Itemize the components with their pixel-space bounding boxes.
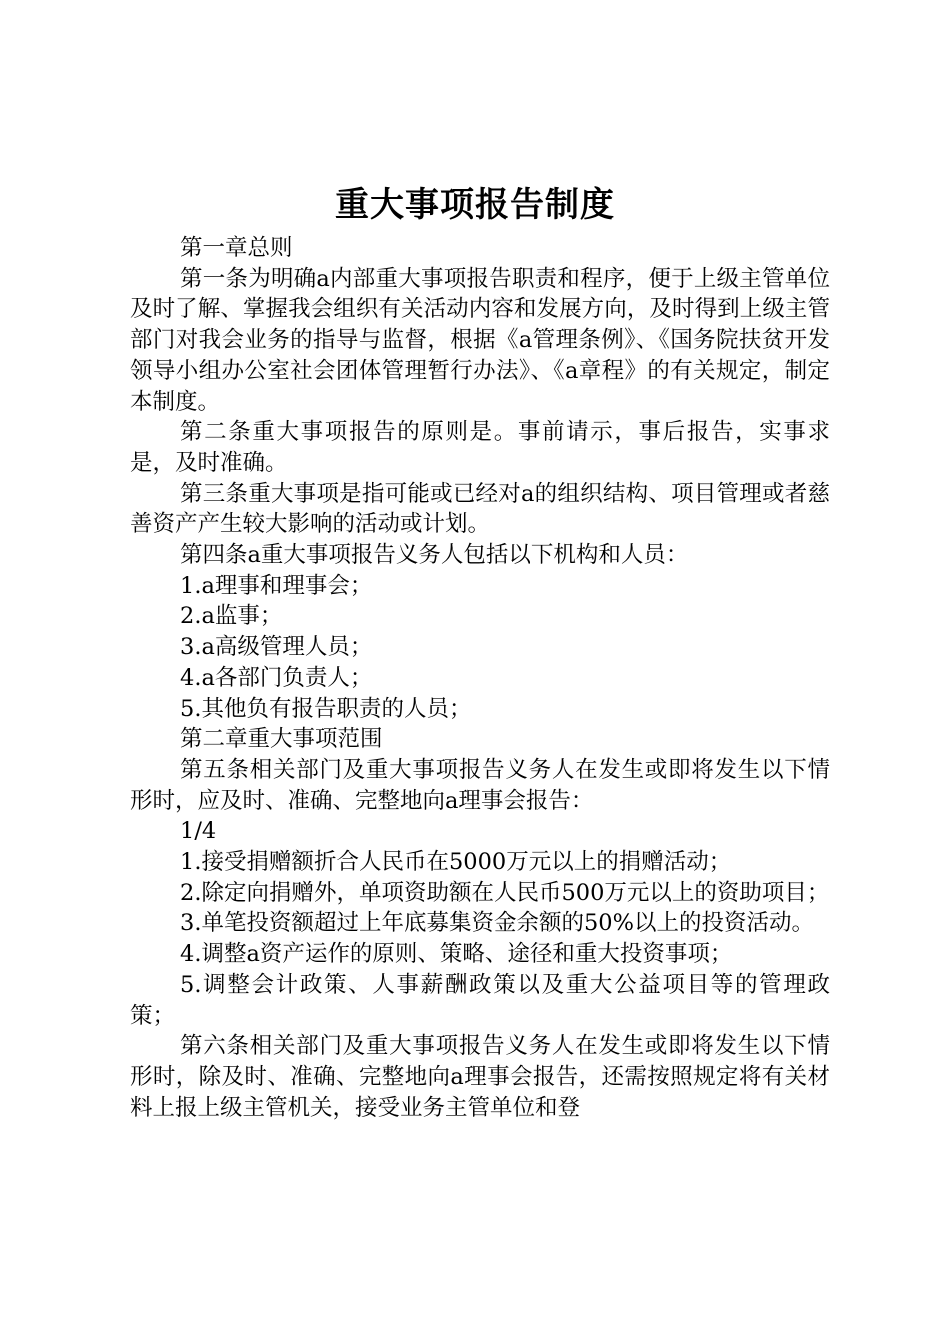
chapter-heading: 第一章总则 <box>180 235 293 261</box>
list-item: 2.a监事； <box>180 603 283 630</box>
article-paragraph: 第四条a重大事项报告义务人包括以下机构和人员： <box>180 542 689 569</box>
list-item: 4.调整a资产运作的原则、策略、途径和重大投资事项； <box>180 941 733 968</box>
article-paragraph: 第五条相关部门及重大事项报告义务人在发生或即将发生以下情形时，应及时、准确、完整地向a理事会报告： <box>130 756 830 814</box>
article-paragraph: 第二条重大事项报告的原则是。事前请示，事后报告，实事求是，及时准确。 <box>130 419 830 476</box>
list-item: 3.单笔投资额超过上年底募集资金余额的50%以上的投资活动。 <box>180 910 814 937</box>
list-item: 3.a高级管理人员； <box>180 634 373 661</box>
article-paragraph: 第六条相关部门及重大事项报告义务人在发生或即将发生以下情形时，除及时、准确、完整地向a理事会报告，还需按照规定将有关材料上报上级主管机关，接受业务主管单位和登 <box>130 1033 830 1121</box>
document-title: 重大事项报告制度 <box>335 185 615 225</box>
list-item: 1.a理事和理事会； <box>180 572 373 599</box>
article-paragraph: 第三条重大事项是指可能或已经对a的组织结构、项目管理或者慈善资产产生较大影响的活动或计划。 <box>130 480 830 538</box>
list-item: 2.除定向捐赠外，单项资助额在人民币500万元以上的资助项目； <box>180 879 830 906</box>
chapter-heading: 第二章重大事项范围 <box>180 726 383 753</box>
list-item: 1.接受捐赠额折合人民币在5000万元以上的捐赠活动； <box>180 849 732 876</box>
list-item: 5.其他负有报告职责的人员； <box>180 695 472 722</box>
page-number: 1/4 <box>180 818 217 845</box>
article-paragraph: 第一条为明确a内部重大事项报告职责和程序，便于上级主管单位及时了解、掌握我会组织有关活动内容和发展方向，及时得到上级主管部门对我会业务的指导与监督，根据《a管理条例》、《国务院扶贫开发领导小组办公室社会团体管理暂行办法》、《a章程》的有关规定，制定本制度。 <box>130 265 830 415</box>
list-item: 5.调整会计政策、人事薪酬政策以及重大公益项目等的管理政策； <box>130 971 830 1029</box>
list-item: 4.a各部门负责人； <box>180 664 373 691</box>
document-body <box>130 233 830 1123</box>
